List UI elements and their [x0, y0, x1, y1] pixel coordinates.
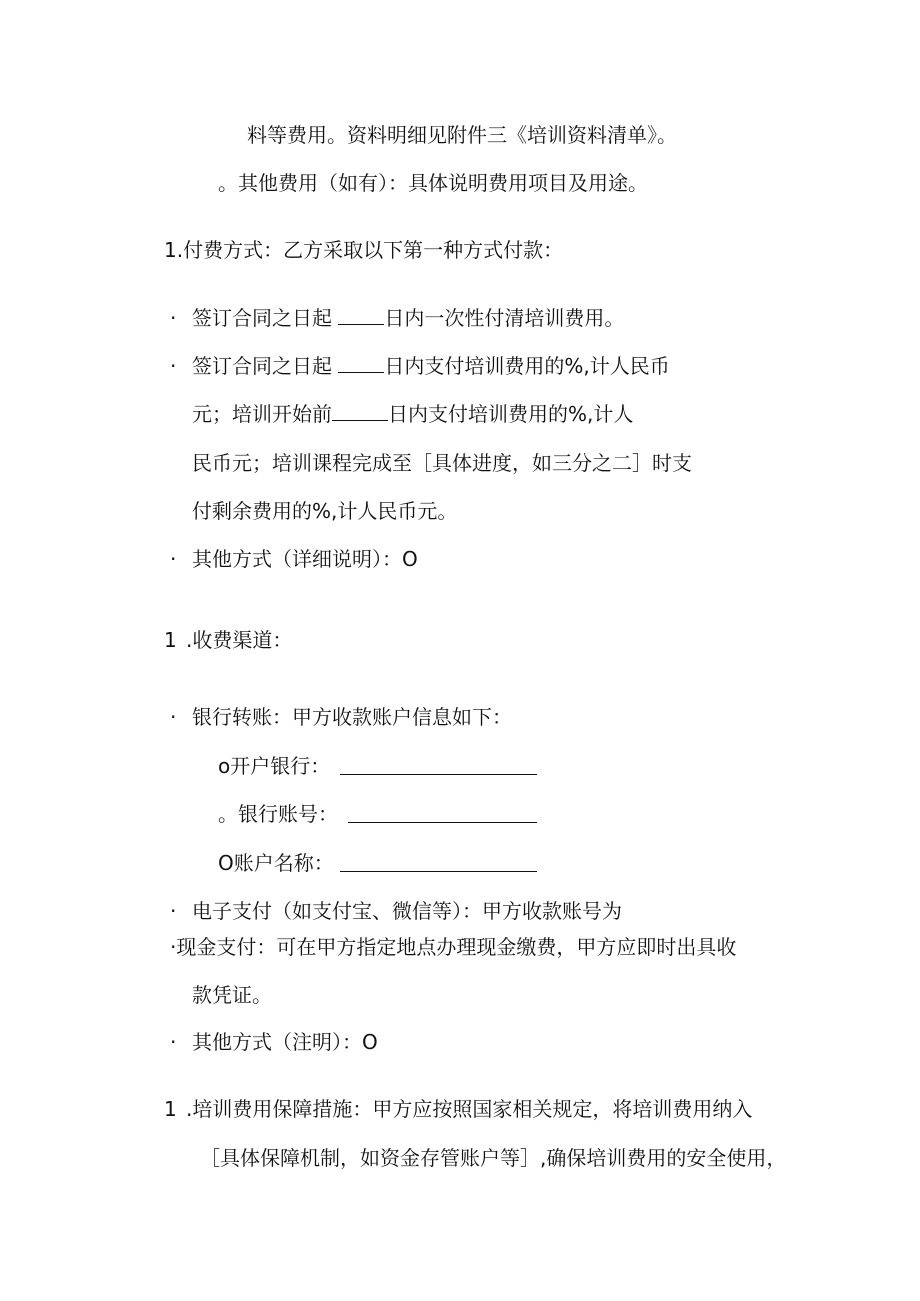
electronic-payment-text: 电子支付（如支付宝、微信等）：甲方收款账号为 [192, 899, 622, 923]
bank-name-field[interactable] [340, 774, 537, 775]
bullet-3-text: 其他方式（详细说明）：O [192, 547, 418, 571]
cash-payment-line-2: 款凭证。 [192, 983, 272, 1007]
section-channel-number: 1 [164, 628, 177, 652]
paragraph-other-fees: 。其他费用（如有）：具体说明费用项目及用途。 [218, 171, 648, 195]
bullet-2-text-after: 日内支付培训费用的%,计人民币 [384, 354, 670, 378]
bullet-2-l2-after: 日内支付培训费用的%,计人 [388, 402, 634, 426]
bullet-2-line-1 [192, 353, 670, 379]
bank-transfer-text: 银行转账：甲方收款账户信息如下： [192, 705, 512, 729]
bank-account-field[interactable] [348, 822, 537, 823]
bank-name-label: o开户银行： [218, 754, 331, 778]
section-payment-method: 1.付费方式：乙方采取以下第一种方式付款： [164, 238, 564, 262]
days-blank-2[interactable] [338, 354, 384, 373]
account-name-label: O账户名称： [218, 851, 334, 875]
section-guarantee-title: .培训费用保障措施：甲方应按照国家相关规定，将培训费用纳入 [186, 1097, 753, 1121]
bullet-2-line-4: 付剩余费用的%,计人民币元。 [192, 499, 458, 523]
bullet-1-marker: · [170, 306, 177, 330]
section-payment-channels: .收费渠道： [186, 628, 293, 652]
section-guarantee-number: 1 [164, 1097, 177, 1121]
bullet-epay-marker: · [170, 899, 177, 923]
guarantee-line-2: ［具体保障机制，如资金存管账户等］,确保培训费用的安全使用， [200, 1146, 787, 1170]
bank-account-label: 。银行账号： [218, 802, 338, 826]
bullet-3-marker: · [170, 547, 177, 571]
bullet-2-text-before: 签订合同之日起 [192, 354, 332, 378]
account-name-field[interactable] [340, 871, 537, 872]
paragraph-materials-fee: 料等费用。资料明细见附件三《培训资料清单》。 [247, 123, 677, 147]
bullet-other-marker: · [170, 1030, 177, 1054]
days-blank-1[interactable] [338, 306, 384, 325]
cash-payment-line-1: ·现金支付：可在甲方指定地点办理现金缴费，甲方应即时出具收 [170, 935, 737, 959]
bullet-2-line-2 [192, 401, 633, 427]
bullet-1-text [192, 305, 624, 331]
bullet-2-marker: · [170, 354, 177, 378]
bullet-2-line-3: 民币元；培训课程完成至［具体进度，如三分之二］时支 [192, 451, 692, 475]
other-method-text: 其他方式（注明）：O [192, 1030, 378, 1054]
bullet-2-l2-before: 元；培训开始前 [192, 402, 332, 426]
bullet-bank-marker: · [170, 705, 177, 729]
bullet-1-text-before: 签订合同之日起 [192, 306, 332, 330]
bullet-1-text-after: 日内一次性付清培训费用。 [384, 306, 625, 330]
days-blank-3[interactable] [332, 402, 388, 421]
